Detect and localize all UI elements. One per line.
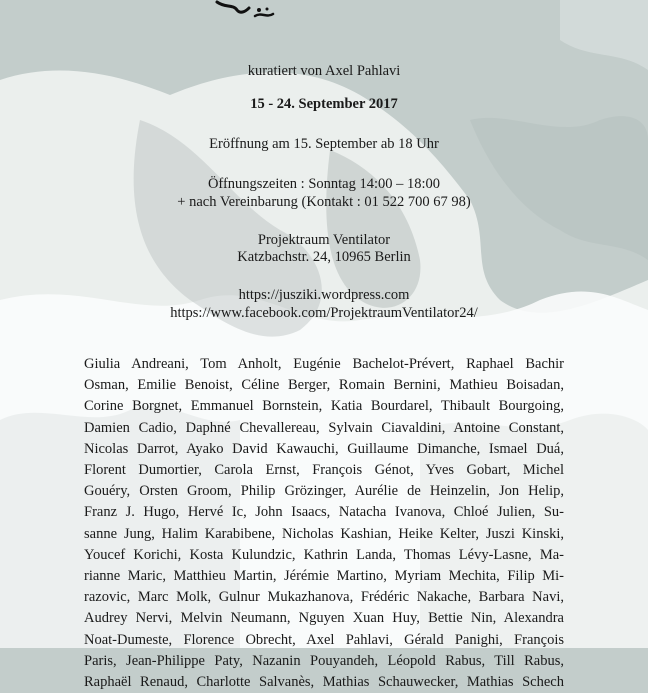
- artist-list-row: Raphaël Renaud, Charlotte Salvanès, Mathias Schauwecker, Mathias Schech: [84, 674, 564, 691]
- artist-list-row: rianne Maric, Matthieu Martin, Jérémie Martino, Myriam Mechita, Filip Mi-: [84, 568, 564, 585]
- venue-name: Projektraum Ventilator: [257, 232, 391, 248]
- artist-list-row: razovic, Marc Molk, Gulnur Mukazhanova, Frédéric Nakache, Barbara Navi,: [84, 589, 564, 606]
- curator-line: kuratiert von Axel Pahlavi: [247, 63, 401, 79]
- artist-list-row: Florent Dumortier, Carola Ernst, François Génot, Yves Gobart, Michel: [84, 462, 564, 479]
- artist-list-row: Gouéry, Orsten Groom, Philip Grözinger, Aurélie de Heinzelin, Jon Helip,: [84, 483, 564, 500]
- opening-line: Eröffnung am 15. September ab 18 Uhr: [209, 136, 439, 152]
- artist-list-row: Youcef Korichi, Kosta Kulundzic, Kathrin Landa, Thomas Lévy-Lasne, Ma-: [84, 546, 564, 563]
- artist-list-row: Giulia Andreani, Tom Anholt, Eugénie Bachelot-Prévert, Raphael Bachir: [84, 356, 564, 372]
- facebook-link[interactable]: https://www.facebook.com/ProjektraumVentilator24/: [170, 305, 478, 321]
- appointment-line: + nach Vereinbarung (Kontakt : 01 522 700 67 98): [177, 194, 471, 210]
- artist-list-row: sanne Jung, Halim Karabibene, Nicholas Kashian, Heike Kelter, Juszi Kinski,: [84, 525, 564, 542]
- blog-link[interactable]: https://juszikі.wordpress.com: [238, 287, 410, 303]
- artist-list-row: Paris, Jean-Philippe Paty, Nazanin Pouyandeh, Léopold Rabus, Till Rabus,: [84, 652, 564, 669]
- artist-list-row: Nicolas Darrot, Ayako David Kawauchi, Guillaume Dimanche, Ismael Duá,: [84, 440, 564, 457]
- venue-address: Katzbachstr. 24, 10965 Berlin: [237, 249, 411, 265]
- artist-list: [84, 354, 564, 693]
- artist-list-row: Corine Borgnet, Emmanuel Bornstein, Katia Bourdarel, Thibault Bourgoing,: [84, 398, 564, 415]
- artist-list-row: Damien Cadio, Daphné Chevallereau, Sylvain Ciavaldini, Antoine Constant,: [84, 419, 564, 436]
- opening-hours-line: Öffnungszeiten : Sonntag 14:00 – 18:00: [207, 176, 441, 192]
- artist-list-row: Franz J. Hugo, Hervé Ic, John Isaacs, Natacha Ivanova, Chloé Julien, Su-: [84, 504, 564, 521]
- artist-list-row: Audrey Nervi, Melvin Neumann, Nguyen Xuan Huy, Bettie Nin, Alexandra: [84, 610, 564, 627]
- artist-list-row: Noat-Dumeste, Florence Obrecht, Axel Pahlavi, Gérald Panighi, François: [84, 631, 564, 648]
- artist-list-row: Osman, Emilie Benoist, Céline Berger, Romain Bernini, Mathieu Boisadan,: [84, 377, 564, 394]
- exhibition-dates: 15 - 24. September 2017: [250, 96, 398, 112]
